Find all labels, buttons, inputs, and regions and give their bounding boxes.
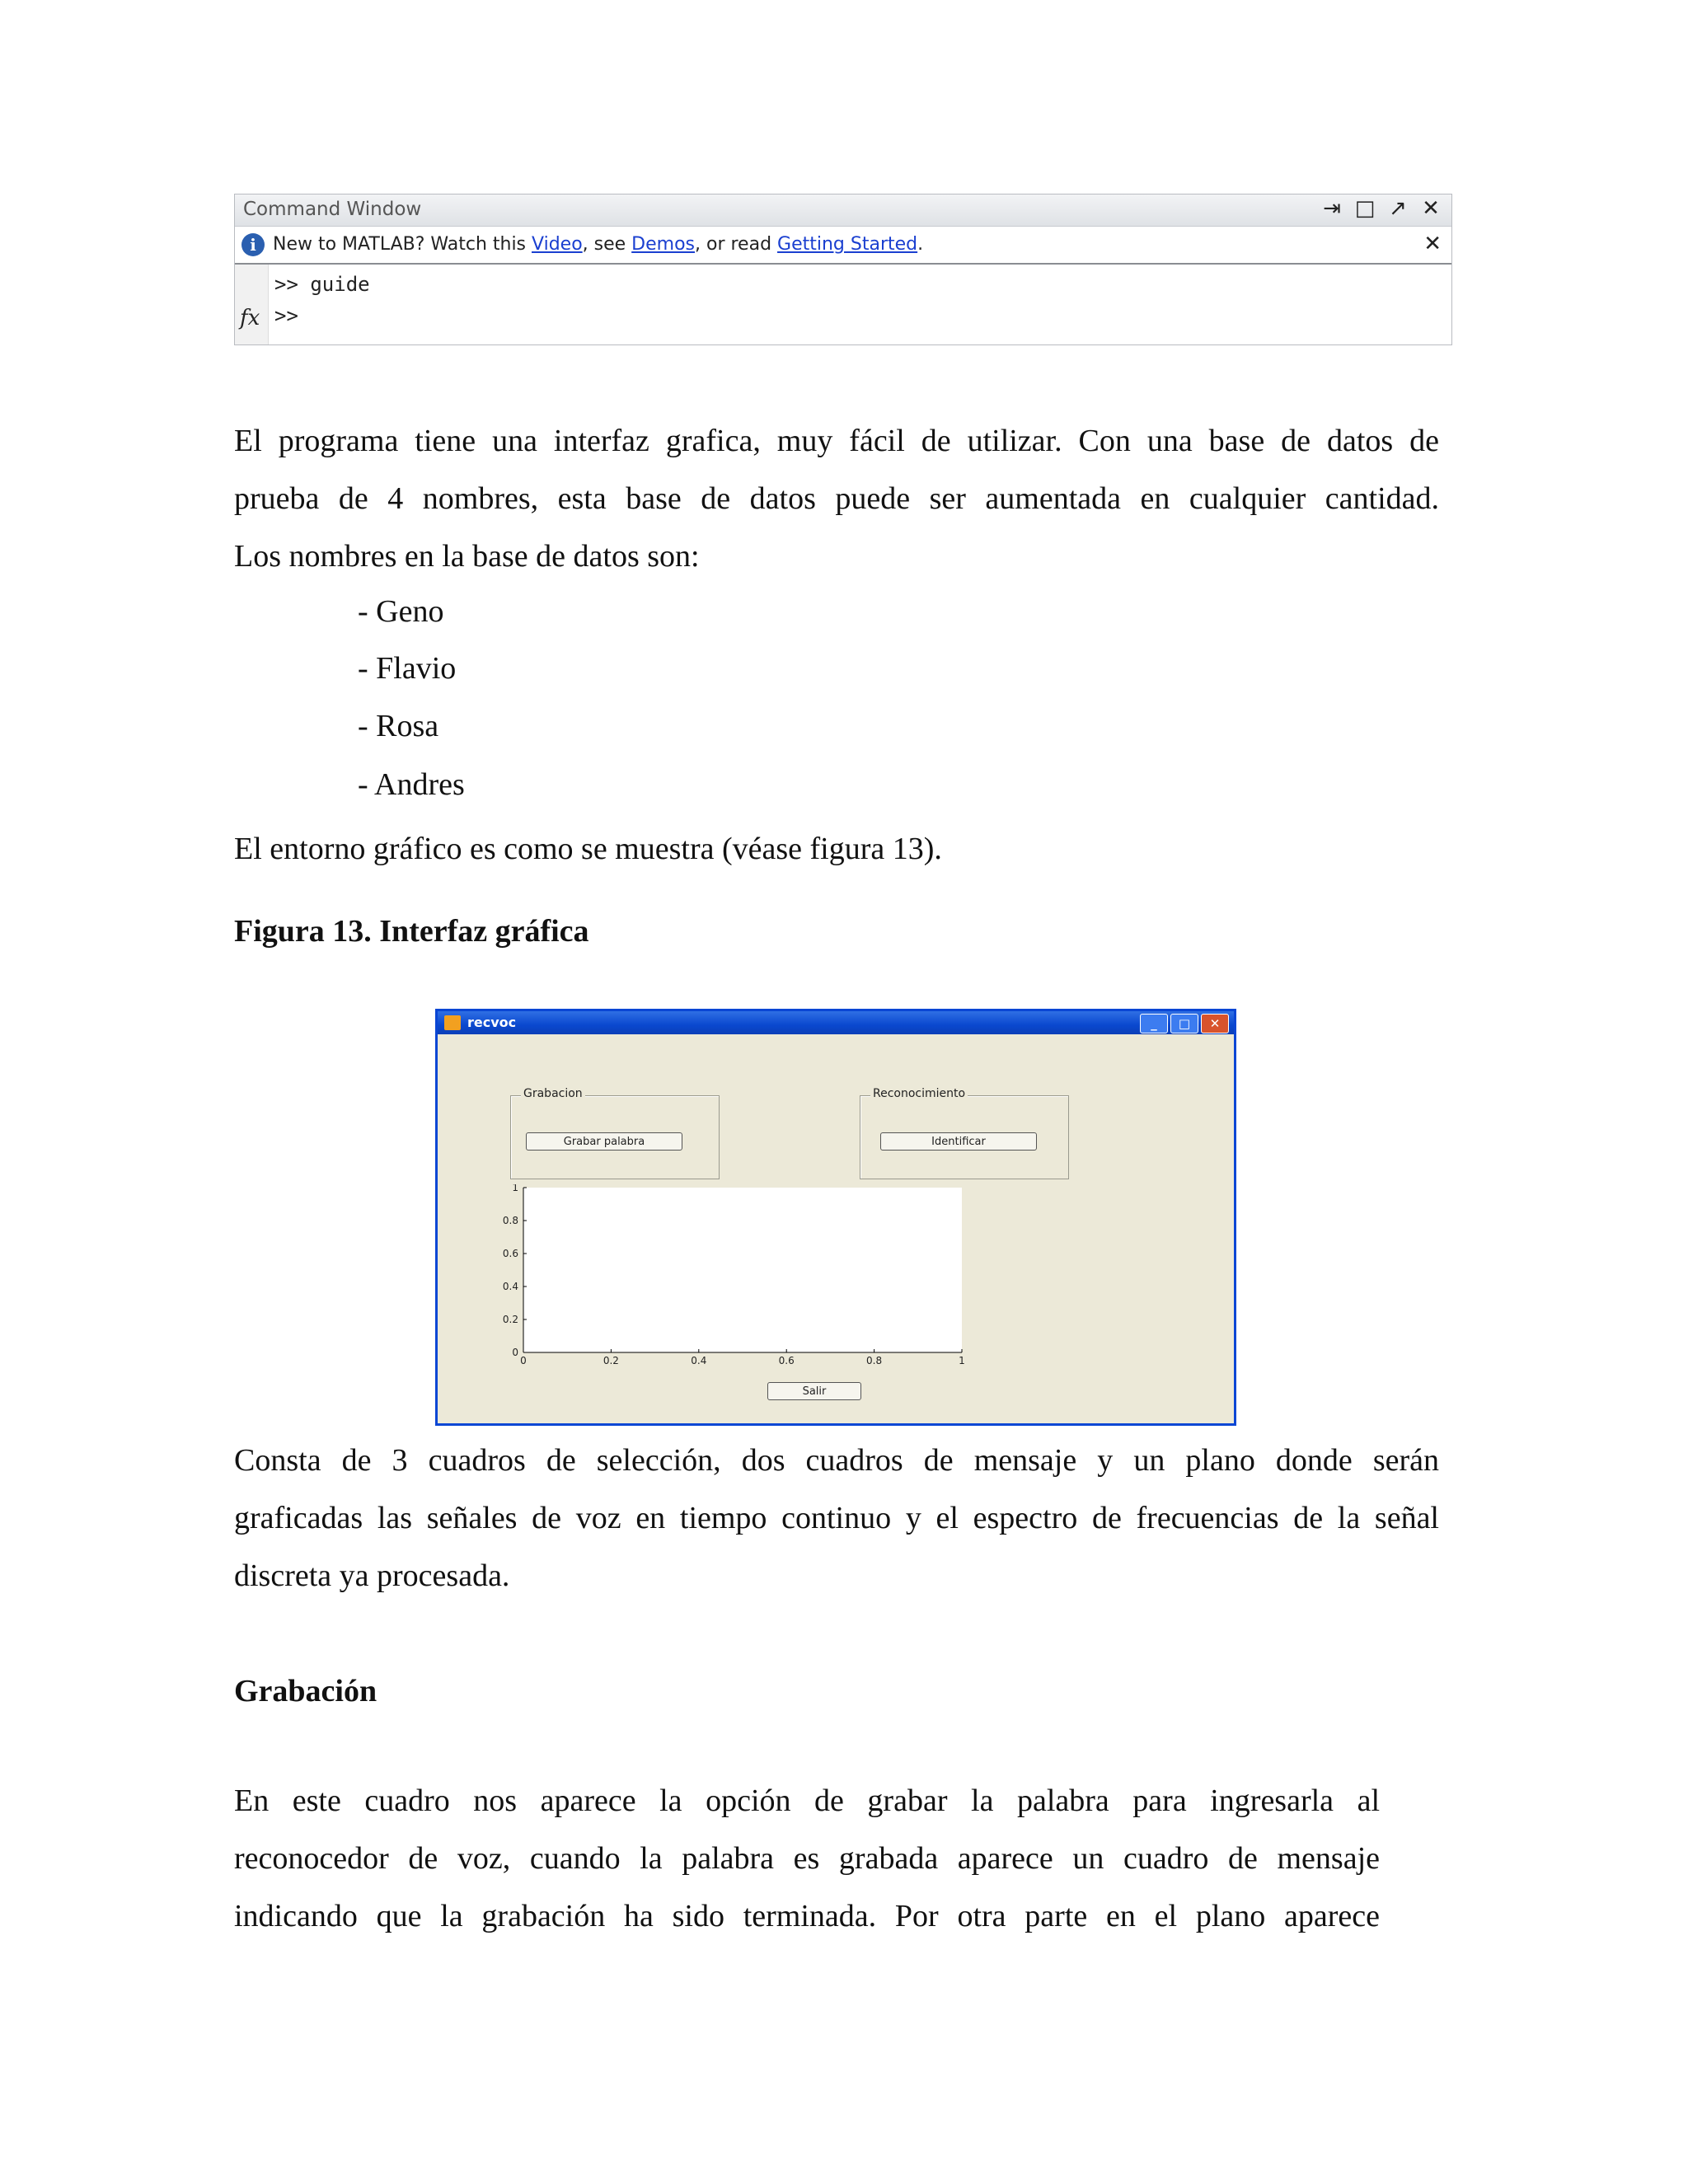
text-line: Consta de 3 cuadros de selección, dos cuadros de mensaje y un plano donde serán [234,1443,1439,1478]
list-item: - Andres [358,767,465,802]
x-tick-label: 0 [520,1355,527,1366]
info-text: . [917,234,924,255]
x-tick-label: 0.8 [866,1355,883,1366]
info-text: , or read [695,234,778,255]
command-window-title: Command Window [243,199,422,220]
close-icon[interactable]: ✕ [1422,196,1440,221]
section-heading: Grabación [234,1674,377,1708]
plot-area [523,1188,962,1352]
getting-started-link[interactable]: Getting Started [777,234,918,255]
info-text: , see [582,234,632,255]
y-tick-label: 0 [512,1347,518,1358]
grabar-palabra-button[interactable]: Grabar palabra [526,1132,682,1151]
recvoc-window [435,1009,1236,1426]
text-line: reconocedor de voz, cuando la palabra es grabada aparece un cuadro de mensaje [234,1841,1380,1876]
maximize-icon[interactable]: □ [1170,1014,1198,1033]
info-icon: i [241,233,265,256]
x-tick-label: 0.2 [603,1355,619,1366]
y-tick-label: 0.8 [502,1215,518,1226]
window-title: recvoc [467,1015,517,1030]
figure-caption: Figura 13. Interfaz gráfica [234,914,589,949]
demos-link[interactable]: Demos [631,234,695,255]
text-line: graficadas las señales de voz en tiempo continuo y el espectro de frecuencias de la señal [234,1501,1439,1535]
window-controls [1321,196,1442,221]
paragraph-figure-ref [234,820,1439,878]
list-item: - Rosa [358,709,439,743]
recvoc-titlebar [438,1011,1234,1034]
text-line: discreta ya procesada. [234,1558,510,1593]
command-prompt-area[interactable] [235,265,1451,345]
plot-axes [487,1184,1081,1382]
function-browser-icon[interactable]: fx [240,306,260,330]
close-icon[interactable]: ✕ [1201,1014,1229,1033]
x-tick-label: 1 [959,1355,965,1366]
maximize-icon[interactable]: □ [1354,196,1376,221]
info-text: New to MATLAB? Watch this [273,234,532,255]
undock-icon[interactable]: ⇥ [1323,196,1341,221]
dock-arrow-icon[interactable]: ↗ [1389,196,1407,221]
info-close-icon[interactable]: ✕ [1423,232,1442,256]
command-window-titlebar [235,194,1451,227]
y-tick-label: 0.4 [502,1281,518,1292]
list-item: - Geno [358,594,444,629]
video-link[interactable]: Video [532,234,583,255]
text-line: indicando que la grabación ha sido terminada. Por otra parte en el plano aparece [234,1899,1380,1933]
matlab-command-window [234,194,1452,345]
command-line: >> guide [274,273,370,296]
panel-label: Reconocimiento [870,1087,968,1100]
command-prompt[interactable]: >> [274,304,298,327]
text-line: prueba de 4 nombres, esta base de datos puede ser aumentada en cualquier cantidad. [234,481,1439,516]
panel-label: Grabacion [521,1087,585,1100]
title-buttons [1140,1014,1229,1033]
text-line: El entorno gráfico es como se muestra (véase figura 13). [234,832,942,866]
info-message [273,234,923,255]
minimize-icon[interactable]: _ [1140,1014,1168,1033]
x-tick-label: 0.4 [691,1355,707,1366]
matlab-app-icon [444,1015,461,1030]
y-tick-label: 1 [512,1184,518,1193]
text-line: En este cuadro nos aparece la opción de grabar la palabra para ingresarla al [234,1783,1380,1818]
x-tick-label: 0.6 [778,1355,795,1366]
text-line: Los nombres en la base de datos son: [234,539,700,574]
list-item: - Flavio [358,651,457,686]
paragraph-description [234,1432,1439,1605]
paragraph-intro [234,412,1439,585]
info-bar [235,227,1451,265]
panel-grabacion [510,1087,720,1179]
y-tick-label: 0.2 [502,1314,518,1325]
gutter [235,265,269,345]
salir-button[interactable]: Salir [767,1382,861,1400]
panel-reconocimiento [860,1087,1069,1179]
text-line: El programa tiene una interfaz grafica, muy fácil de utilizar. Con una base de datos de [234,424,1439,458]
paragraph-grabacion [234,1772,1380,1945]
y-tick-label: 0.6 [502,1248,518,1259]
identificar-button[interactable]: Identificar [880,1132,1037,1151]
